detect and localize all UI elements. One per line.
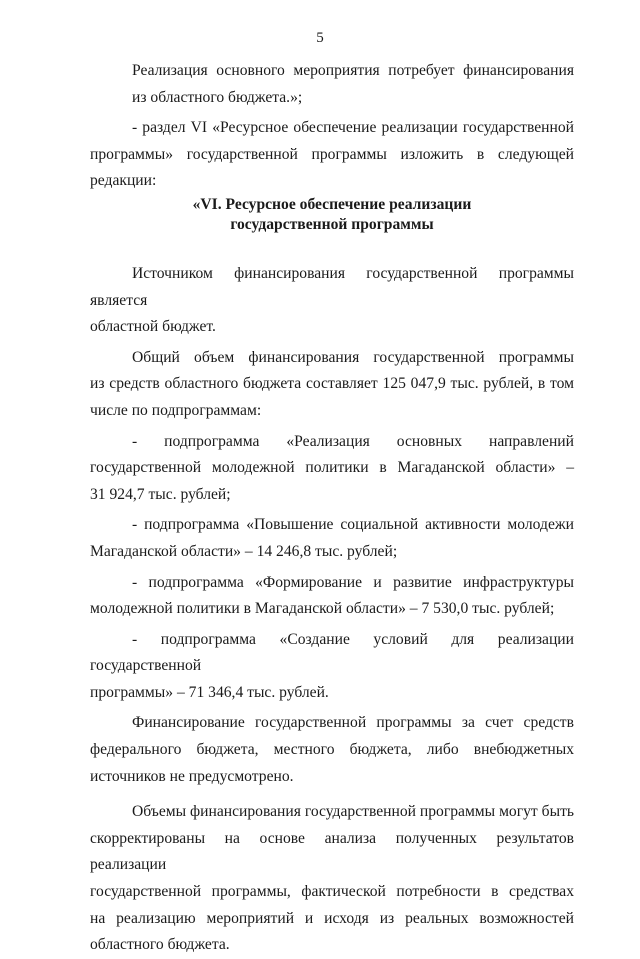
paragraph-subprogram-4 [90,627,574,707]
text-line: Общий объем финансирования государственной программы [132,348,574,366]
document-body [90,58,574,959]
text-line: числе по подпрограммам: [90,401,262,419]
text-line: областного бюджета. [90,936,230,954]
paragraph-total-funding [90,345,574,425]
heading-line: государственной программы [230,215,434,233]
text-line: Реализация основного мероприятия потребует финансирования [132,62,574,79]
section-heading [90,195,574,235]
paragraph-subprogram-3 [90,570,574,623]
text-line: областной бюджет. [90,318,216,336]
text-line: из областного бюджета.»; [132,88,303,106]
text-line: скорректированы на основе анализа полученных результатов реализации [90,829,574,874]
text-line: редакции: [90,172,157,190]
text-line: из средств областного бюджета составляет 125 047,9 тыс. рублей, в том [90,375,574,393]
paragraph-adjustment [90,799,574,959]
paragraph-funding-source [90,261,574,341]
text-line: государственной молодежной политики в Магаданской области» – [90,459,574,477]
text-line: государственной программы, фактической потребности в средствах [90,883,574,901]
text-line: - раздел VI «Ресурсное обеспечение реализации государственной [132,119,574,137]
paragraph-subprogram-2 [90,512,574,565]
text-line: 31 924,7 тыс. рублей; [90,485,231,503]
text-line: - подпрограмма «Реализация основных направлений [132,432,574,450]
text-line: - подпрограмма «Повышение социальной активности молодежи [132,516,574,534]
text-line: программы» государственной программы изложить в следующей [90,145,574,163]
text-line: - подпрограмма «Формирование и развитие инфраструктуры [132,573,574,591]
text-line: Объемы финансирования государственной программы могут быть [132,803,574,821]
text-line: Финансирование государственной программы за счет средств [132,714,574,732]
text-line: Источником финансирования государственной программы является [90,264,574,309]
heading-line: «VI. Ресурсное обеспечение реализации [192,195,472,213]
text-line: программы» – 71 346,4 тыс. рублей. [90,683,329,701]
paragraph-funding-main-event [90,58,574,111]
paragraph-section-amendment [90,115,574,195]
text-line: источников не предусмотрено. [90,767,294,785]
text-line: на реализацию мероприятий и исходя из реальных возможностей [90,909,574,927]
text-line: - подпрограмма «Создание условий для реализации государственной [90,630,574,675]
text-line: Магаданской области» – 14 246,8 тыс. рублей; [90,542,398,560]
paragraph-other-sources [90,710,574,790]
text-line: федерального бюджета, местного бюджета, либо внебюджетных [90,741,574,759]
text-line: молодежной политики в Магаданской области» – 7 530,0 тыс. рублей; [90,600,555,618]
page-number: 5 [316,30,324,46]
paragraph-subprogram-1 [90,429,574,509]
